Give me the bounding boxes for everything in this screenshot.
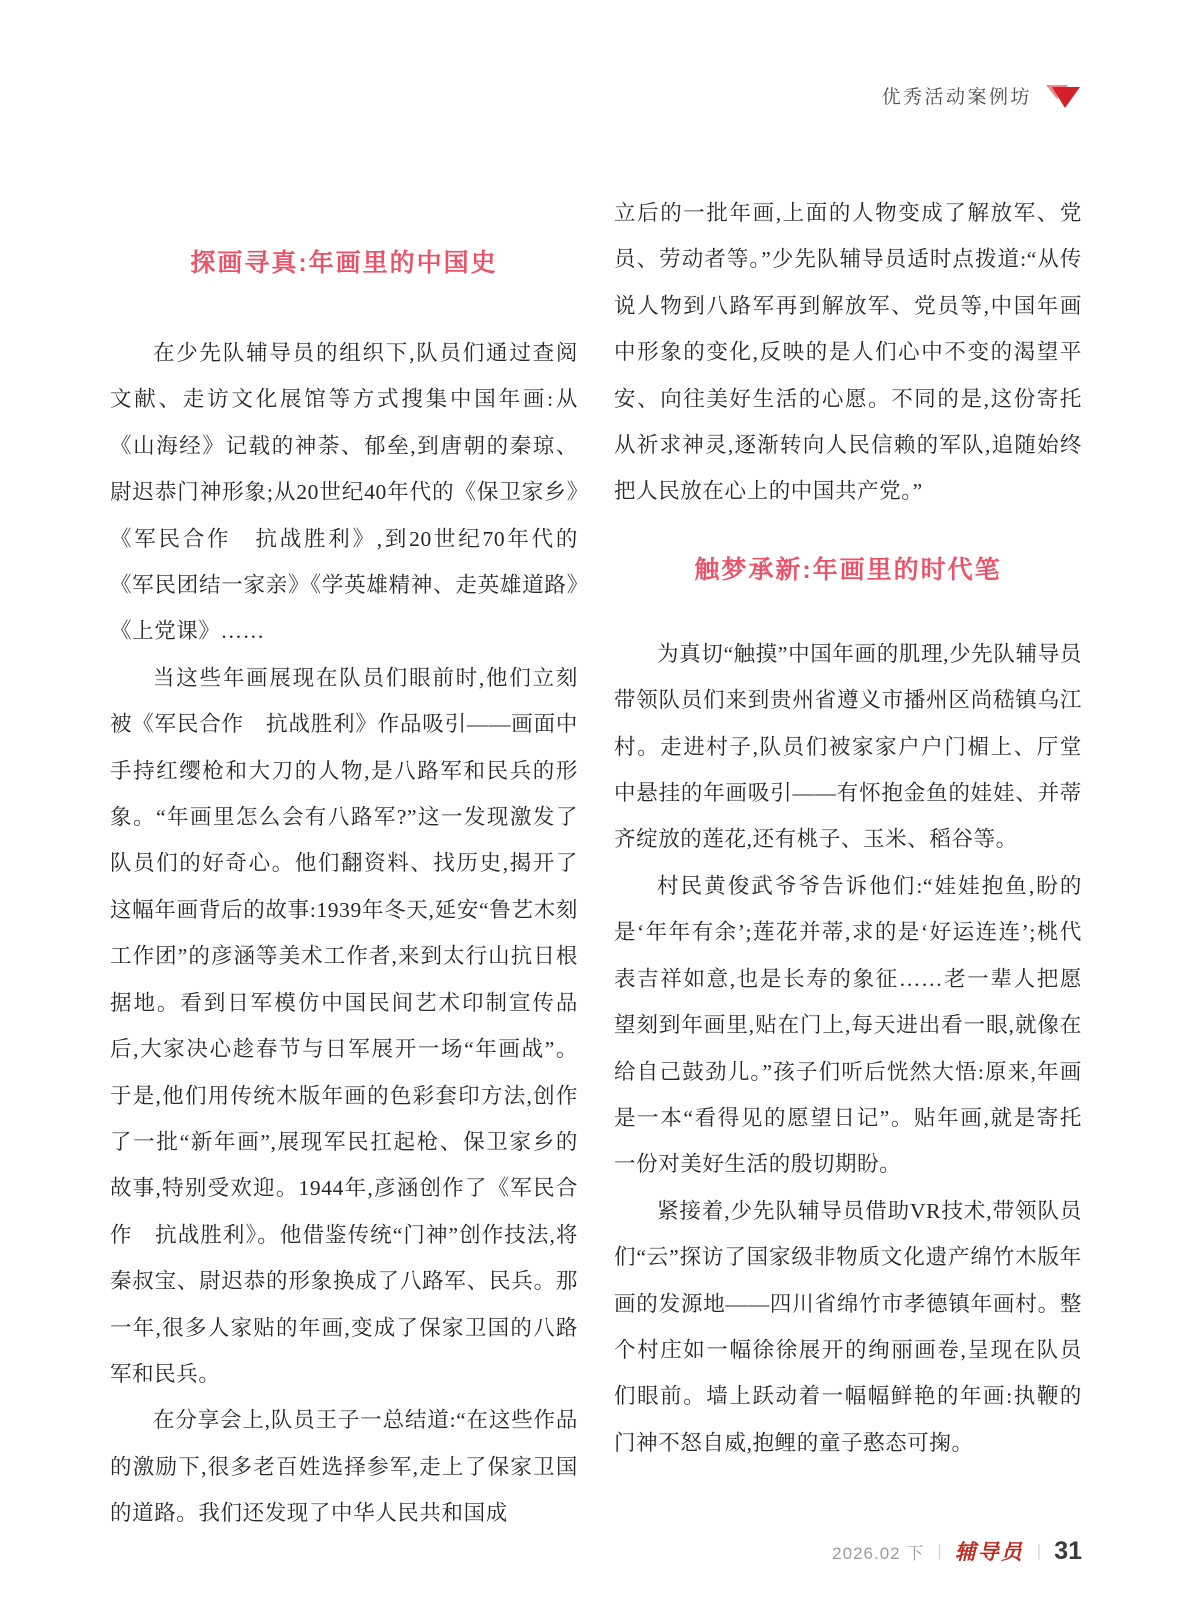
paragraph: 为真切“触摸”中国年画的肌理,少先队辅导员带领队员们来到贵州省遵义市播州区尚嵇镇乌江村。走进村子,队员们被家家户户门楣上、厅堂中悬挂的年画吸引——有怀抱金鱼的娃娃、并蒂齐绽放的莲花,还有桃子、玉米、稻谷等。 <box>614 641 1082 852</box>
footer-divider: | <box>937 1541 942 1560</box>
right-column-continuation <box>614 190 1082 515</box>
section-header-label: 优秀活动案例坊 <box>881 87 1032 108</box>
right-column <box>614 190 1082 1537</box>
paragraph: 在少先队辅导员的组织下,队员们通过查阅文献、走访文化展馆等方式搜集中国年画:从《山海经》记载的神荼、郁垒,到唐朝的秦琼、尉迟恭门神形象;从20世纪40年代的《保卫家乡》《军民合作 抗战胜利》,到20世纪70年代的《军民团结一家亲》《学英雄精神、走英雄道路》《上党课》…… <box>110 341 578 644</box>
paragraph: 当这些年画展现在队员们眼前时,他们立刻被《军民合作 抗战胜利》作品吸引——画面中手持红缨枪和大刀的人物,是八路军和民兵的形象。“年画里怎么会有八路军?”这一发现激发了队员们的好奇心。他们翻资料、找历史,揭开了这幅年画背后的故事:1939年冬天,延安“鲁艺木刻工作团”的彦涵等美术工作者,来到太行山抗日根据地。看到日军模仿中国民间艺术印制宣传品后,大家决心趁春节与日军展开一场“年画战”。于是,他们用传统木版年画的色彩套印方法,创作了一批“新年画”,展现军民扛起枪、保卫家乡的故事,特别受欢迎。1944年,彦涵创作了《军民合作 抗战胜利》。他借鉴传统“门神”创作技法,将秦叔宝、尉迟恭的形象换成了八路军、民兵。那一年,很多人家贴的年画,变成了保家卫国的八路军和民兵。 <box>110 665 578 1386</box>
paragraph: 在分享会上,队员王子一总结道:“在这些作品的激励下,很多老百姓选择参军,走上了保家卫国的道路。我们还发现了中华人民共和国成 <box>110 1408 578 1526</box>
red-triangle-down-icon <box>1046 84 1080 108</box>
left-column-body <box>110 330 578 1537</box>
footer-divider: | <box>1036 1541 1042 1560</box>
footer-issue-date: 2026.02 下 <box>832 1543 925 1563</box>
paragraph: 立后的一批年画,上面的人物变成了解放军、党员、劳动者等。”少先队辅导员适时点拨道:“从传说人物到八路军再到解放军、党员等,中国年画中形象的变化,反映的是人们心中不变的渴望平安、向往美好生活的心愿。不同的是,这份寄托从祈求神灵,逐渐转向人民信赖的军队,追随始终把人民放在心上的中国共产党。” <box>614 201 1082 504</box>
magazine-logo: 辅导员 <box>954 1540 1024 1564</box>
article-columns <box>110 190 1082 1537</box>
paragraph: 村民黄俊武爷爷告诉他们:“娃娃抱鱼,盼的是‘年年有余’;莲花并蒂,求的是‘好运连连’;桃代表吉祥如意,也是长寿的象征……老一辈人把愿望刻到年画里,贴在门上,每天进出看一眼,就像在给自己鼓劲儿。”孩子们听后恍然大悟:原来,年画是一本“看得见的愿望日记”。贴年画,就是寄托一份对美好生活的殷切期盼。 <box>614 873 1082 1177</box>
page-header <box>881 82 1080 109</box>
article-heading-1: 探画寻真:年画里的中国史 <box>190 249 498 277</box>
article-heading-2: 触梦承新:年画里的时代笔 <box>694 555 1002 584</box>
right-column-body <box>614 631 1082 1466</box>
paragraph: 紧接着,少先队辅导员借助VR技术,带领队员们“云”探访了国家级非物质文化遗产绵竹木版年画的发源地——四川省绵竹市孝德镇年画村。整个村庄如一幅徐徐展开的绚丽画卷,呈现在队员们眼前。墙上跃动着一幅幅鲜艳的年画:执鞭的门神不怒自威,抱鲤的童子憨态可掬。 <box>614 1198 1082 1455</box>
page-number: 31 <box>1054 1536 1082 1565</box>
left-column <box>110 190 578 1537</box>
page-footer <box>832 1536 1082 1566</box>
